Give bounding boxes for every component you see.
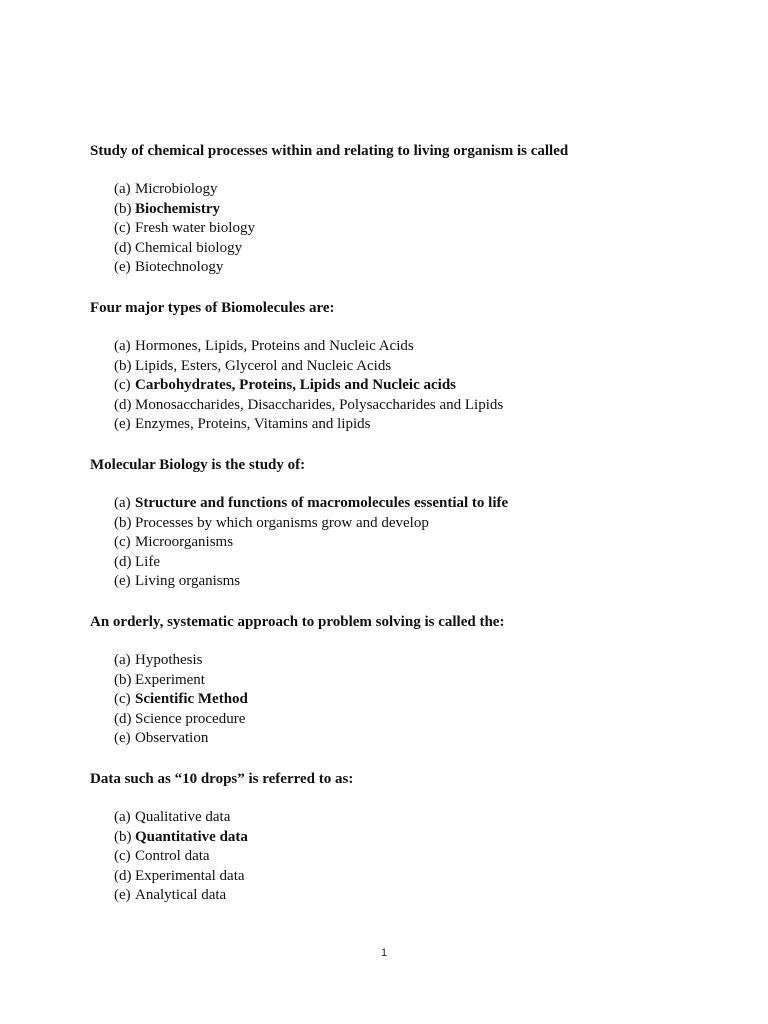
option-a bbox=[114, 180, 730, 200]
question-text: An orderly, systematic approach to problem solving is called the: bbox=[90, 614, 505, 630]
option-letter: (b) bbox=[114, 514, 132, 531]
option-text: Carbohydrates, Proteins, Lipids and Nucleic acids bbox=[135, 377, 456, 394]
option-list bbox=[90, 651, 730, 749]
option-text: Structure and functions of macromolecules essential to life bbox=[135, 495, 509, 511]
question-3 bbox=[90, 455, 730, 592]
option-letter: (a) bbox=[114, 338, 131, 354]
option-letter: (d) bbox=[114, 239, 132, 256]
option-text: Analytical data bbox=[135, 887, 227, 904]
option-c bbox=[114, 847, 730, 867]
option-letter: (e) bbox=[114, 730, 131, 747]
option-text: Biochemistry bbox=[135, 200, 220, 217]
page-number: 1 bbox=[380, 947, 388, 959]
option-e bbox=[114, 886, 730, 906]
option-letter: (b) bbox=[114, 357, 132, 374]
option-b bbox=[114, 514, 730, 534]
option-text: Microorganisms bbox=[135, 534, 234, 551]
option-list bbox=[90, 180, 730, 278]
option-letter: (c) bbox=[114, 220, 131, 237]
option-list bbox=[90, 494, 730, 592]
question-text: Data such as “10 drops” is referred to as: bbox=[90, 771, 354, 787]
option-letter: (c) bbox=[114, 848, 131, 865]
option-text: Hormones, Lipids, Proteins and Nucleic Acids bbox=[135, 338, 414, 354]
option-text: Processes by which organisms grow and develop bbox=[135, 514, 429, 531]
option-c bbox=[114, 690, 730, 710]
option-letter: (c) bbox=[114, 377, 131, 394]
option-letter: (b) bbox=[114, 671, 132, 688]
option-e bbox=[114, 729, 730, 749]
option-letter: (e) bbox=[114, 416, 131, 433]
option-d bbox=[114, 867, 730, 887]
option-letter: (d) bbox=[114, 867, 132, 884]
option-letter: (a) bbox=[114, 809, 131, 825]
option-b bbox=[114, 828, 730, 848]
option-text: Scientific Method bbox=[135, 691, 248, 708]
option-d bbox=[114, 239, 730, 259]
option-text: Monosaccharides, Disaccharides, Polysaccharides and Lipids bbox=[135, 396, 504, 413]
option-text: Fresh water biology bbox=[135, 220, 255, 237]
option-letter: (e) bbox=[114, 887, 131, 904]
option-letter: (a) bbox=[114, 495, 131, 511]
option-text: Hypothesis bbox=[135, 652, 203, 668]
option-text: Biotechnology bbox=[135, 259, 224, 276]
option-text: Microbiology bbox=[135, 181, 218, 197]
option-text: Qualitative data bbox=[135, 809, 231, 825]
option-d bbox=[114, 553, 730, 573]
option-text: Control data bbox=[135, 848, 210, 865]
option-text: Chemical biology bbox=[135, 239, 243, 256]
question-text: Study of chemical processes within and relating to living organism is called bbox=[90, 143, 569, 159]
option-b bbox=[114, 357, 730, 377]
question-text: Molecular Biology is the study of: bbox=[90, 457, 306, 473]
option-text: Life bbox=[135, 553, 160, 570]
option-c bbox=[114, 376, 730, 396]
option-d bbox=[114, 710, 730, 730]
option-letter: (d) bbox=[114, 710, 132, 727]
option-a bbox=[114, 651, 730, 671]
option-a bbox=[114, 494, 730, 514]
option-letter: (b) bbox=[114, 828, 132, 845]
question-1 bbox=[90, 141, 730, 278]
option-letter: (a) bbox=[114, 652, 131, 668]
option-letter: (d) bbox=[114, 396, 132, 413]
option-letter: (c) bbox=[114, 691, 131, 708]
option-e bbox=[114, 572, 730, 592]
option-list bbox=[90, 337, 730, 435]
option-text: Living organisms bbox=[135, 573, 241, 590]
option-d bbox=[114, 396, 730, 416]
option-letter: (c) bbox=[114, 534, 131, 551]
option-e bbox=[114, 415, 730, 435]
option-letter: (a) bbox=[114, 181, 131, 197]
question-text: Four major types of Biomolecules are: bbox=[90, 300, 335, 316]
option-b bbox=[114, 671, 730, 691]
option-c bbox=[114, 533, 730, 553]
option-text: Enzymes, Proteins, Vitamins and lipids bbox=[135, 416, 371, 433]
option-text: Lipids, Esters, Glycerol and Nucleic Acids bbox=[135, 357, 392, 374]
question-2 bbox=[90, 298, 730, 435]
option-c bbox=[114, 219, 730, 239]
option-letter: (d) bbox=[114, 553, 132, 570]
option-letter: (e) bbox=[114, 573, 131, 590]
option-text: Experiment bbox=[135, 671, 205, 688]
option-list bbox=[90, 808, 730, 906]
option-text: Quantitative data bbox=[135, 828, 248, 845]
option-e bbox=[114, 258, 730, 278]
option-text: Science procedure bbox=[135, 710, 246, 727]
option-a bbox=[114, 337, 730, 357]
question-4 bbox=[90, 612, 730, 749]
option-a bbox=[114, 808, 730, 828]
option-letter: (e) bbox=[114, 259, 131, 276]
option-letter: (b) bbox=[114, 200, 132, 217]
option-text: Experimental data bbox=[135, 867, 245, 884]
option-text: Observation bbox=[135, 730, 209, 747]
option-b bbox=[114, 200, 730, 220]
question-5 bbox=[90, 769, 730, 906]
